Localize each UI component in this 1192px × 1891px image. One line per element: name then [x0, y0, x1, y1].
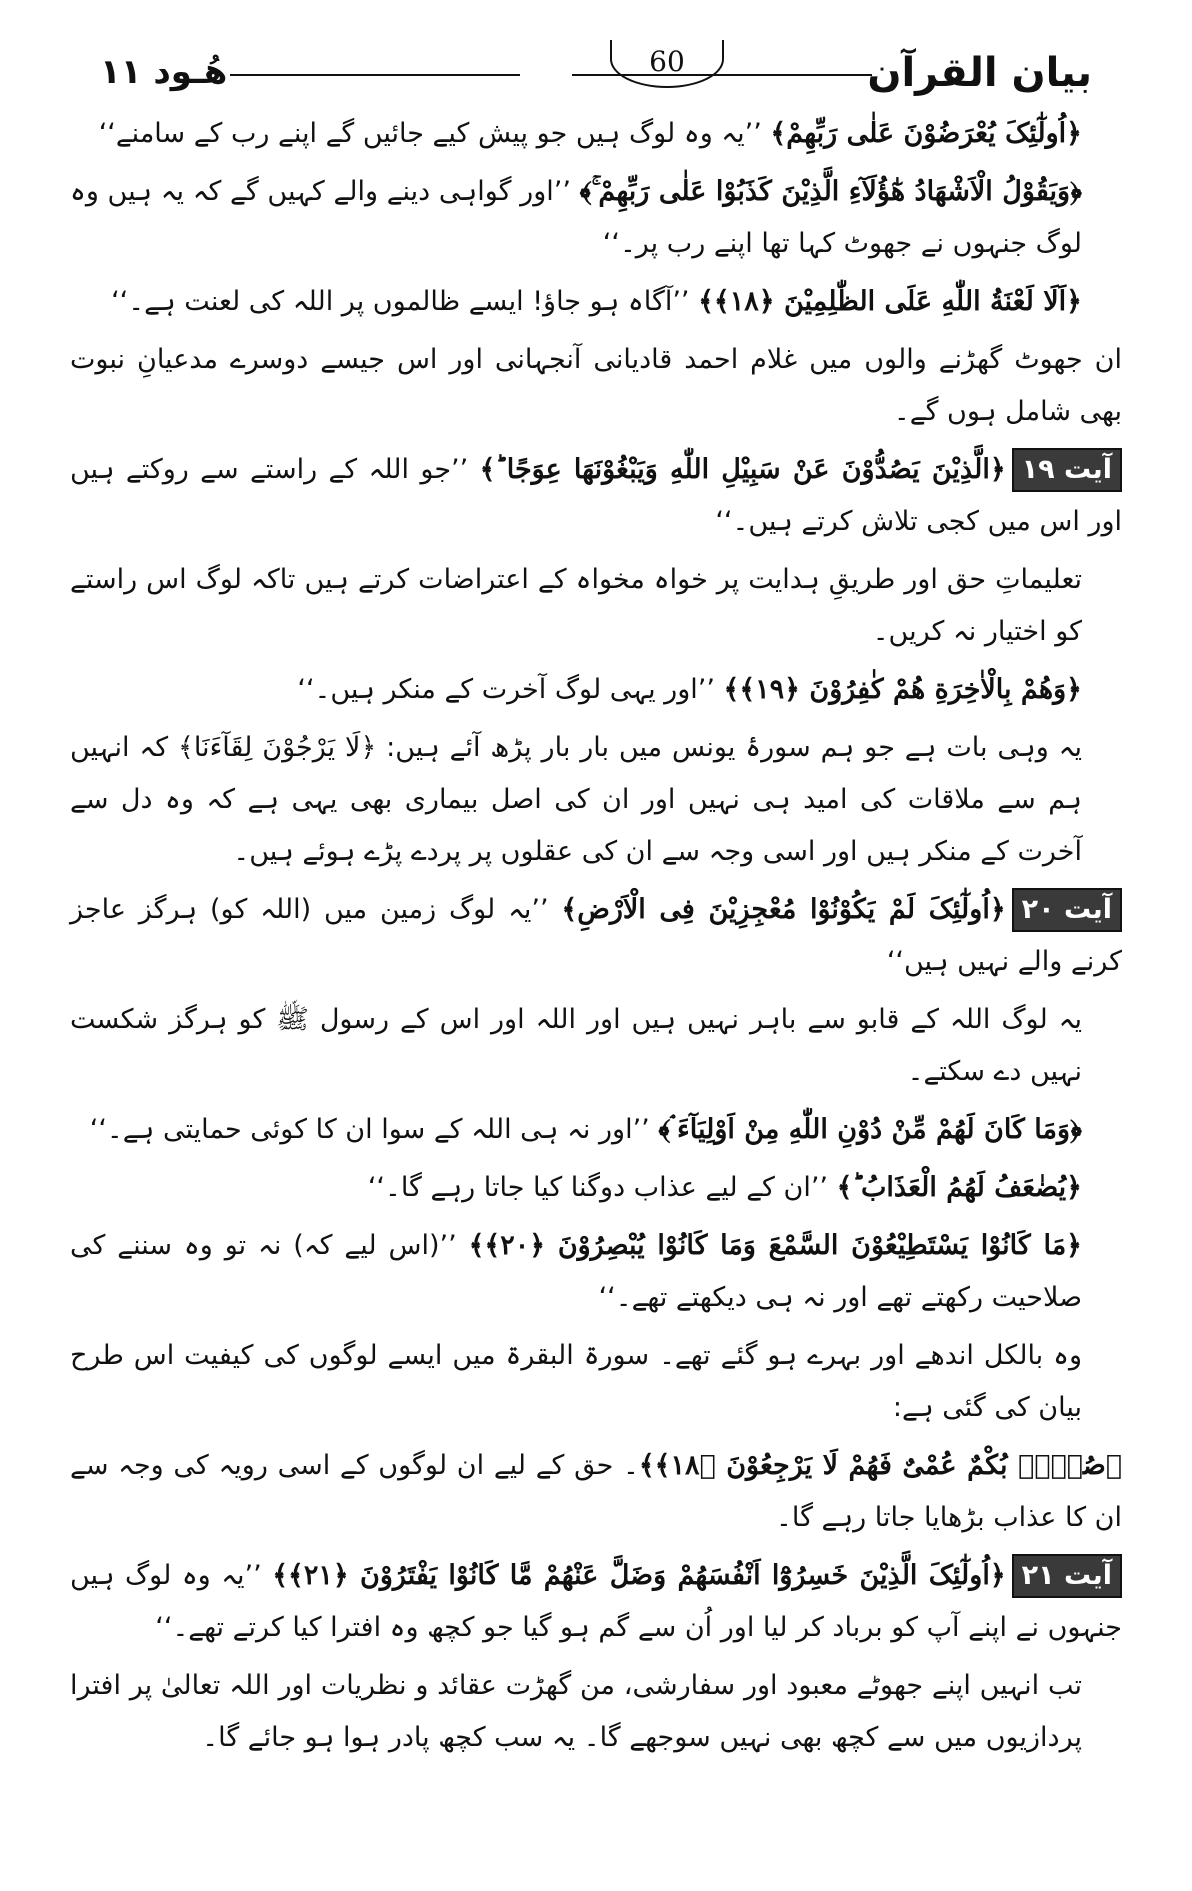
- quran-verse: ﴿الَّذِیْنَ یَصُدُّوْنَ عَنْ سَبِیْلِ اللّٰهِ وَیَبْغُوْنَهَا عِوَجًا ؕ﴾: [479, 454, 1006, 485]
- surah-name: ھُـود ۱۱: [100, 52, 228, 92]
- ayah-paragraph: [70, 884, 1122, 988]
- translation-text: ’’اور یہی لوگ آخرت کے منکر ہیں۔‘‘: [297, 674, 724, 705]
- translation-text: ۔ حق کے لیے ان لوگوں کے اسی رویہ کی وجہ سے ان کا عذاب بڑھایا جاتا رہے گا۔: [70, 1450, 1122, 1533]
- translation-text: ’’ان کے لیے عذاب دوگنا کیا جاتا رہے گا۔‘‘: [367, 1172, 837, 1203]
- translation-text: تب انہیں اپنے جھوٹے معبود اور سفارشی، من گھڑت عقائد و نظریات اور اللہ تعالیٰ پر افترا پردازیوں میں سے کچھ بھی نہیں سوجھے گا۔ یہ سب کچھ پادر ہوا ہو جائے گا۔: [70, 1670, 1082, 1753]
- page-header: [70, 40, 1122, 100]
- header-rule-right: [572, 74, 872, 76]
- page-number: 60: [610, 40, 724, 88]
- translation-text: تعلیماتِ حق اور طریقِ ہدایت پر خواہ مخواہ کے اعتراضات کرتے ہیں تاکہ لوگ اس راستے کو اختیار نہ کریں۔: [70, 564, 1082, 647]
- quran-verse: ﴿وَیَقُوْلُ الْاَشْهَادُ هٰٓؤُلَآءِ الَّذِیْنَ كَذَبُوْا عَلٰی رَبِّهِمْ ۚ﴾: [579, 176, 1082, 207]
- text-paragraph: [70, 1162, 1122, 1214]
- quran-verse: ﴿یُضٰعَفُ لَهُمُ الْعَذَابُ ؕ﴾: [836, 1172, 1082, 1203]
- text-paragraph: [70, 994, 1122, 1098]
- ayah-number-badge: آیت ۲۱: [1012, 1554, 1122, 1598]
- text-paragraph: [70, 1330, 1122, 1434]
- quran-verse: ﴿وَمَا كَانَ لَهُمْ مِّنْ دُوْنِ اللّٰهِ مِنْ اَوْلِیَآءَ ۘ﴾: [658, 1114, 1082, 1145]
- quran-verse: ﴿مَا كَانُوْا یَسْتَطِیْعُوْنَ السَّمْعَ وَمَا كَانُوْا یُبْصِرُوْنَ ﴿۲۰﴾﴾: [468, 1230, 1082, 1261]
- translation-text: ’’اور نہ ہی اللہ کے سوا ان کا کوئی حمایتی ہے۔‘‘: [89, 1114, 659, 1145]
- quran-verse: ﴿اُولٰٓئِکَ لَمْ یَكُوْنُوْا مُعْجِزِیْنَ فِی الْاَرْضِ﴾: [561, 894, 1006, 925]
- quran-verse: ﴿اُولٰٓئِکَ الَّذِیْنَ خَسِرُوْٓا اَنْفُسَهُمْ وَضَلَّ عَنْهُمْ مَّا كَانُوْا یَفْتَرُوْنَ ﴿۲۱﴾﴾: [272, 1560, 1006, 1591]
- text-paragraph: [70, 276, 1122, 328]
- quran-verse: ﴿اُولٰٓئِکَ یُعْرَضُوْنَ عَلٰی رَبِّهِمْ﴾: [770, 118, 1082, 149]
- text-paragraph: [70, 664, 1122, 716]
- book-title: بیان القرآن: [867, 50, 1092, 96]
- text-paragraph: [70, 554, 1122, 658]
- text-paragraph: [70, 1220, 1122, 1324]
- header-rule-left: [230, 74, 520, 76]
- translation-text: ’’یہ وہ لوگ ہیں جنہوں نے اپنے آپ کو برباد کر لیا اور اُن سے گم ہو گیا جو کچھ وہ افترا کیا کرتے تھے۔‘‘: [70, 1560, 1122, 1643]
- translation-text: ’’آگاہ ہو جاؤ! ایسے ظالموں پر اللہ کی لعنت ہے۔‘‘: [111, 286, 699, 317]
- translation-text: ’’یہ وہ لوگ ہیں جو پیش کیے جائیں گے اپنے رب کے سامنے‘‘: [98, 118, 771, 149]
- translation-text: ’’یہ لوگ زمین میں (اللہ کو) ہرگز عاجز کرنے والے نہیں ہیں‘‘: [70, 894, 1122, 977]
- quran-verse: ﴿اَلَا لَعْنَةُ اللّٰهِ عَلَی الظّٰلِمِیْنَ ﴿۱۸﴾﴾: [698, 286, 1082, 317]
- text-paragraph: [70, 722, 1122, 878]
- translation-text: ’’اور گواہی دینے والے کہیں گے کہ یہ ہیں وہ لوگ جنہوں نے جھوٹ کہا تھا اپنے رب پر۔‘‘: [70, 176, 1082, 259]
- ayah-number-badge: آیت ۱۹: [1012, 448, 1122, 492]
- translation-text: وہ بالکل اندھے اور بہرے ہو گئے تھے۔ سورۃ البقرۃ میں ایسے لوگوں کی کیفیت اس طرح بیان کی گئی ہے:: [70, 1340, 1082, 1423]
- text-paragraph: [70, 166, 1122, 270]
- text-paragraph: [70, 1104, 1122, 1156]
- quran-verse: ﴿وَهُمْ بِالْاٰخِرَةِ هُمْ كٰفِرُوْنَ ﴿۱۹﴾﴾: [723, 674, 1082, 705]
- ayah-number-badge: آیت ۲۰: [1012, 888, 1122, 932]
- text-paragraph: [70, 1660, 1122, 1764]
- translation-text: یہ وہی بات ہے جو ہم سورۂ یونس میں بار بار پڑھ آئے ہیں: ﴿لَا یَرْجُوْنَ لِقَآءَنَا﴾ کہ انہیں ہم سے ملاقات کی امید ہی نہیں اور ان کی اصل بیماری بھی یہی ہے کہ وہ دل سے آخرت کے منکر ہیں اور اسی وجہ سے ان کی عقلوں پر پردے پڑے ہوئے ہیں۔: [70, 732, 1082, 867]
- page-body: [70, 108, 1122, 1764]
- text-paragraph: [70, 334, 1122, 438]
- text-paragraph: [70, 108, 1122, 160]
- text-paragraph: [70, 1440, 1122, 1544]
- ayah-paragraph: [70, 444, 1122, 548]
- translation-text: ’’(اس لیے کہ) نہ تو وہ سننے کی صلاحیت رکھتے تھے اور نہ ہی دیکھتے تھے۔‘‘: [70, 1230, 1082, 1313]
- quran-verse: ﴿صُمٌّۢ بُكْمٌ عُمْیٌ فَهُمْ لَا یَرْجِعُوْنَ ﴿۱۸﴾﴾: [638, 1450, 1122, 1481]
- translation-text: ’’جو اللہ کے راستے سے روکتے ہیں اور اس میں کجی تلاش کرتے ہیں۔‘‘: [70, 454, 1122, 537]
- translation-text: یہ لوگ اللہ کے قابو سے باہر نہیں ہیں اور اللہ اور اس کے رسول ﷺ کو ہرگز شکست نہیں دے سکتے۔: [70, 1004, 1082, 1087]
- ayah-paragraph: [70, 1550, 1122, 1654]
- translation-text: ان جھوٹ گھڑنے والوں میں غلام احمد قادیانی آنجہانی اور اس جیسے دوسرے مدعیانِ نبوت بھی شامل ہوں گے۔: [70, 344, 1122, 427]
